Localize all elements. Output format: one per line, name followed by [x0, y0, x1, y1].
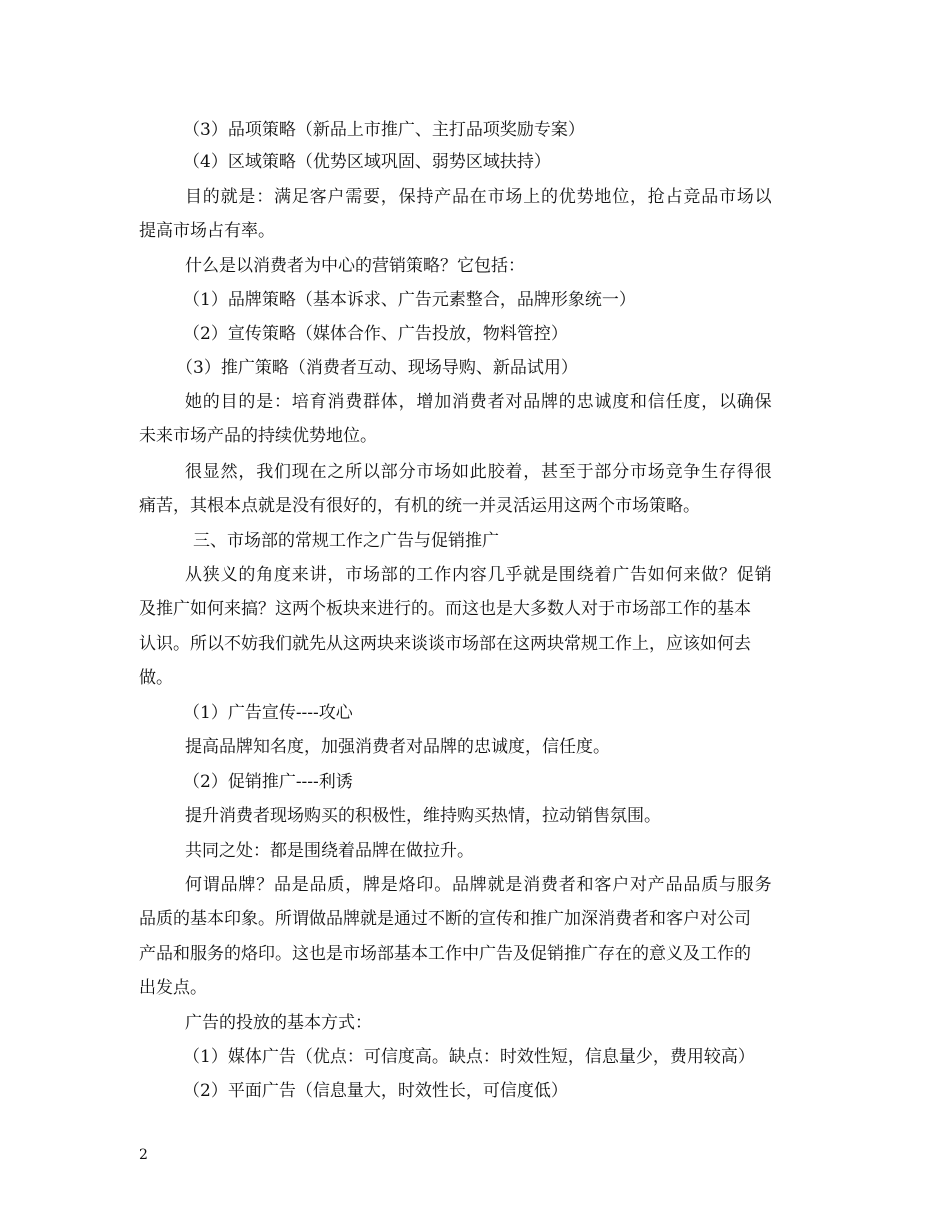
text-line: （3）品项策略（新品上市推广、主打品项奖励专案）	[183, 120, 585, 140]
text-line: 共同之处：都是围绕着品牌在做拉升。	[185, 841, 474, 861]
text-line: （2）宣传策略（媒体合作、广告投放，物料管控）	[183, 324, 568, 344]
text-line: （1）媒体广告（优点：可信度高。缺点：时效性短，信息量少，费用较高）	[183, 1047, 755, 1067]
text-line: 提高品牌知名度，加强消费者对品牌的忠诚度，信任度。	[185, 737, 610, 757]
text-line: （2）促销推广----利诱	[183, 772, 353, 792]
text-line: 痛苦，其根本点就是没有很好的，有机的统一并灵活运用这两个市场策略。	[139, 496, 700, 516]
section-heading: 三、市场部的常规工作之广告与促销推广	[193, 531, 499, 551]
text-line: 何谓品牌？品是品质，牌是烙印。品牌就是消费者和客户对产品品质与服务	[185, 875, 773, 895]
text-line: （3）推广策略（消费者互动、现场导购、新品试用）	[176, 358, 578, 378]
text-line: （2）平面广告（信息量大，时效性长，可信度低）	[183, 1081, 568, 1101]
text-line: （4）区域策略（优势区域巩固、弱势区域扶持）	[183, 152, 551, 172]
text-line: 做。	[139, 668, 173, 688]
text-line: （1）品牌策略（基本诉求、广告元素整合，品牌形象统一）	[183, 290, 636, 310]
text-line: 从狭义的角度来讲，市场部的工作内容几乎就是围绕着广告如何来做？促销	[185, 565, 773, 585]
text-line: 提升消费者现场购买的积极性，维持购买热情，拉动销售氛围。	[185, 806, 661, 826]
text-line: 出发点。	[139, 978, 207, 998]
text-line: 及推广如何来搞？这两个板块来进行的。而这也是大多数人对于市场部工作的基本	[139, 599, 751, 619]
text-line: 提高市场占有率。	[139, 221, 275, 241]
text-line: 品质的基本印象。所谓做品牌就是通过不断的宣传和推广加深消费者和客户对公司	[139, 909, 751, 929]
page-number: 2	[139, 1147, 148, 1163]
text-line: 很显然，我们现在之所以部分市场如此胶着，甚至于部分市场竞争生存得很	[185, 462, 773, 482]
text-line: 认识。所以不妨我们就先从这两块来谈谈市场部在这两块常规工作上，应该如何去	[139, 634, 751, 654]
text-line: （1）广告宣传----攻心	[183, 703, 353, 723]
text-line: 产品和服务的烙印。这也是市场部基本工作中广告及促销推广存在的意义及工作的	[139, 944, 751, 964]
text-line: 目的就是：满足客户需要，保持产品在市场上的优势地位，抢占竞品市场以	[185, 187, 773, 207]
text-line: 她的目的是：培育消费群体，增加消费者对品牌的忠诚度和信任度，以确保	[185, 392, 773, 412]
text-line: 什么是以消费者为中心的营销策略？它包括：	[185, 256, 525, 276]
text-line: 广告的投放的基本方式：	[185, 1013, 372, 1033]
text-line: 未来市场产品的持续优势地位。	[139, 426, 377, 446]
